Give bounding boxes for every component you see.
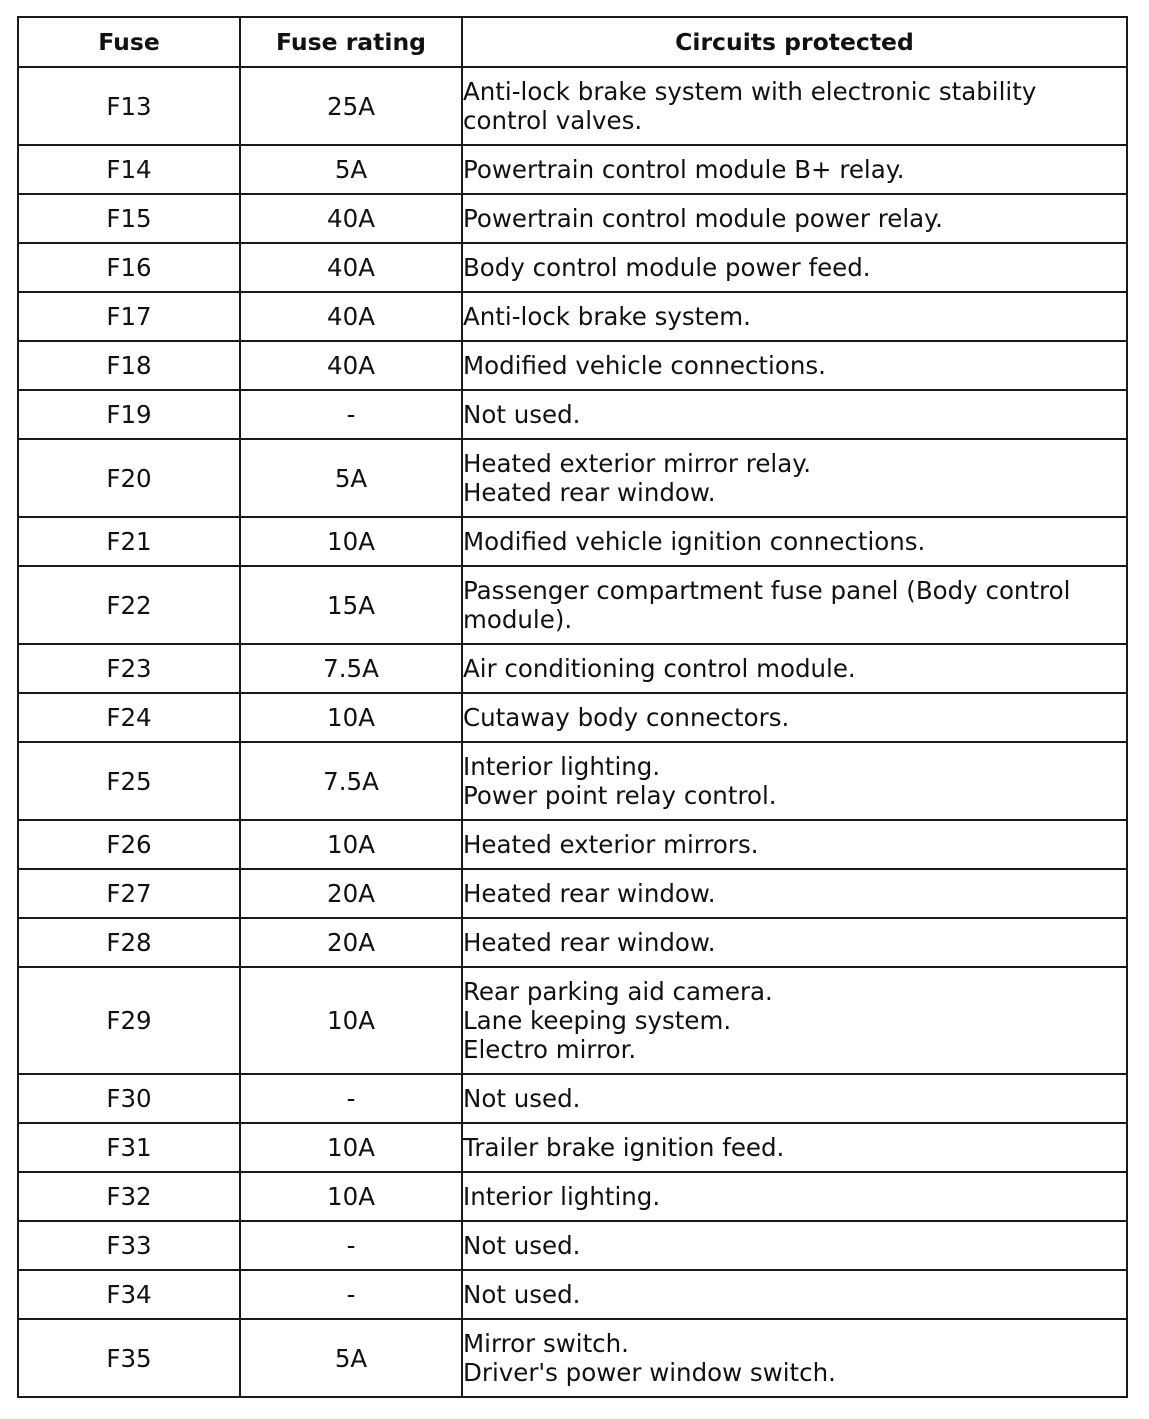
- circuits-protected-cell: [462, 1319, 1127, 1397]
- circuit-line: Not used.: [463, 400, 581, 429]
- fuse-cell: F22: [18, 566, 240, 644]
- circuits-protected-cell: [462, 742, 1127, 820]
- fuse-rating-cell: 20A: [240, 869, 462, 918]
- circuits-protected-cell: [462, 1221, 1127, 1270]
- circuits-protected-cell: [462, 869, 1127, 918]
- circuit-line: Not used.: [463, 1231, 581, 1260]
- fuse-rating-cell: 15A: [240, 566, 462, 644]
- table-row: [18, 341, 1127, 390]
- table-row: [18, 1074, 1127, 1123]
- circuits-protected-cell: [462, 517, 1127, 566]
- circuits-protected-cell: [462, 1074, 1127, 1123]
- fuse-cell: F31: [18, 1123, 240, 1172]
- fuse-rating-cell: 20A: [240, 918, 462, 967]
- circuit-line: Anti-lock brake system with electronic stability: [463, 77, 1037, 106]
- fuse-rating-cell: 5A: [240, 439, 462, 517]
- table-row: [18, 243, 1127, 292]
- table-row: [18, 820, 1127, 869]
- fuse-cell: F29: [18, 967, 240, 1074]
- fuse-cell: F24: [18, 693, 240, 742]
- circuit-line: Powertrain control module B+ relay.: [463, 155, 905, 184]
- circuit-line: Heated rear window.: [463, 928, 716, 957]
- fuse-cell: F34: [18, 1270, 240, 1319]
- fuse-cell: F27: [18, 869, 240, 918]
- circuit-line: Not used.: [463, 1280, 581, 1309]
- circuit-line: Interior lighting.: [463, 752, 661, 781]
- table-body: [18, 67, 1127, 1397]
- fuse-cell: F19: [18, 390, 240, 439]
- circuits-protected-cell: [462, 967, 1127, 1074]
- circuit-line: module).: [463, 605, 573, 634]
- table-row: [18, 1221, 1127, 1270]
- circuit-line: Lane keeping system.: [463, 1006, 732, 1035]
- table-row: [18, 742, 1127, 820]
- circuit-line: Rear parking aid camera.: [463, 977, 773, 1006]
- circuits-protected-cell: [462, 292, 1127, 341]
- fuse-rating-cell: 10A: [240, 820, 462, 869]
- fuse-cell: F33: [18, 1221, 240, 1270]
- table-row: [18, 967, 1127, 1074]
- fuse-rating-cell: 5A: [240, 145, 462, 194]
- circuit-line: Heated rear window.: [463, 879, 716, 908]
- circuit-line: Air conditioning control module.: [463, 654, 856, 683]
- circuits-protected-cell: [462, 341, 1127, 390]
- circuit-line: Trailer brake ignition feed.: [463, 1133, 785, 1162]
- circuit-line: Interior lighting.: [463, 1182, 661, 1211]
- table-row: [18, 517, 1127, 566]
- header-fuse: Fuse: [18, 17, 240, 67]
- fuse-cell: F20: [18, 439, 240, 517]
- circuits-protected-cell: [462, 439, 1127, 517]
- circuit-line: Heated rear window.: [463, 478, 716, 507]
- fuse-rating-cell: 10A: [240, 693, 462, 742]
- circuit-line: Powertrain control module power relay.: [463, 204, 943, 233]
- fuse-cell: F25: [18, 742, 240, 820]
- fuse-rating-cell: 10A: [240, 967, 462, 1074]
- fuse-cell: F18: [18, 341, 240, 390]
- circuits-protected-cell: [462, 693, 1127, 742]
- circuits-protected-cell: [462, 918, 1127, 967]
- header-fuse-rating: Fuse rating: [240, 17, 462, 67]
- table-row: [18, 693, 1127, 742]
- circuit-line: Heated exterior mirrors.: [463, 830, 759, 859]
- circuit-line: Driver's power window switch.: [463, 1358, 836, 1387]
- circuits-protected-cell: [462, 644, 1127, 693]
- circuits-protected-cell: [462, 67, 1127, 145]
- table-row: [18, 292, 1127, 341]
- fuse-rating-cell: -: [240, 1270, 462, 1319]
- circuit-line: Not used.: [463, 1084, 581, 1113]
- header-circuits-protected: Circuits protected: [462, 17, 1127, 67]
- circuit-line: Modified vehicle connections.: [463, 351, 826, 380]
- circuit-line: Electro mirror.: [463, 1035, 637, 1064]
- fuse-cell: F32: [18, 1172, 240, 1221]
- fuse-cell: F26: [18, 820, 240, 869]
- table-header: [18, 17, 1127, 67]
- circuit-line: Body control module power feed.: [463, 253, 871, 282]
- circuits-protected-cell: [462, 390, 1127, 439]
- fuse-rating-cell: 40A: [240, 341, 462, 390]
- table-row: [18, 869, 1127, 918]
- circuit-line: control valves.: [463, 106, 643, 135]
- table-row: [18, 1172, 1127, 1221]
- header-row: [18, 17, 1127, 67]
- fuse-cell: F30: [18, 1074, 240, 1123]
- fuse-cell: F16: [18, 243, 240, 292]
- fuse-cell: F15: [18, 194, 240, 243]
- fuse-cell: F14: [18, 145, 240, 194]
- circuit-line: Modified vehicle ignition connections.: [463, 527, 926, 556]
- fuse-rating-cell: 7.5A: [240, 644, 462, 693]
- fuse-cell: F21: [18, 517, 240, 566]
- fuse-rating-cell: 5A: [240, 1319, 462, 1397]
- table-row: [18, 194, 1127, 243]
- fuse-rating-cell: -: [240, 390, 462, 439]
- fuse-rating-cell: 10A: [240, 1123, 462, 1172]
- circuit-line: Anti-lock brake system.: [463, 302, 751, 331]
- table-row: [18, 644, 1127, 693]
- circuits-protected-cell: [462, 1270, 1127, 1319]
- circuit-line: Heated exterior mirror relay.: [463, 449, 812, 478]
- fuse-rating-cell: 40A: [240, 194, 462, 243]
- fuse-cell: F28: [18, 918, 240, 967]
- table-row: [18, 566, 1127, 644]
- table-row: [18, 1319, 1127, 1397]
- circuit-line: Cutaway body connectors.: [463, 703, 790, 732]
- circuits-protected-cell: [462, 1172, 1127, 1221]
- table-row: [18, 390, 1127, 439]
- circuit-line: Mirror switch.: [463, 1329, 629, 1358]
- table-row: [18, 145, 1127, 194]
- fuse-rating-cell: 40A: [240, 243, 462, 292]
- table-row: [18, 1270, 1127, 1319]
- circuits-protected-cell: [462, 145, 1127, 194]
- fuse-table: [17, 16, 1128, 1398]
- circuits-protected-cell: [462, 194, 1127, 243]
- fuse-cell: F23: [18, 644, 240, 693]
- fuse-rating-cell: 7.5A: [240, 742, 462, 820]
- table-row: [18, 67, 1127, 145]
- circuits-protected-cell: [462, 243, 1127, 292]
- fuse-cell: F35: [18, 1319, 240, 1397]
- table-row: [18, 439, 1127, 517]
- fuse-rating-cell: 10A: [240, 517, 462, 566]
- fuse-rating-cell: -: [240, 1074, 462, 1123]
- fuse-rating-cell: 10A: [240, 1172, 462, 1221]
- circuit-line: Power point relay control.: [463, 781, 777, 810]
- table-row: [18, 1123, 1127, 1172]
- fuse-cell: F17: [18, 292, 240, 341]
- circuits-protected-cell: [462, 820, 1127, 869]
- fuse-cell: F13: [18, 67, 240, 145]
- fuse-rating-cell: -: [240, 1221, 462, 1270]
- circuits-protected-cell: [462, 566, 1127, 644]
- fuse-rating-cell: 40A: [240, 292, 462, 341]
- fuse-rating-cell: 25A: [240, 67, 462, 145]
- table-row: [18, 918, 1127, 967]
- circuits-protected-cell: [462, 1123, 1127, 1172]
- circuit-line: Passenger compartment fuse panel (Body control: [463, 576, 1071, 605]
